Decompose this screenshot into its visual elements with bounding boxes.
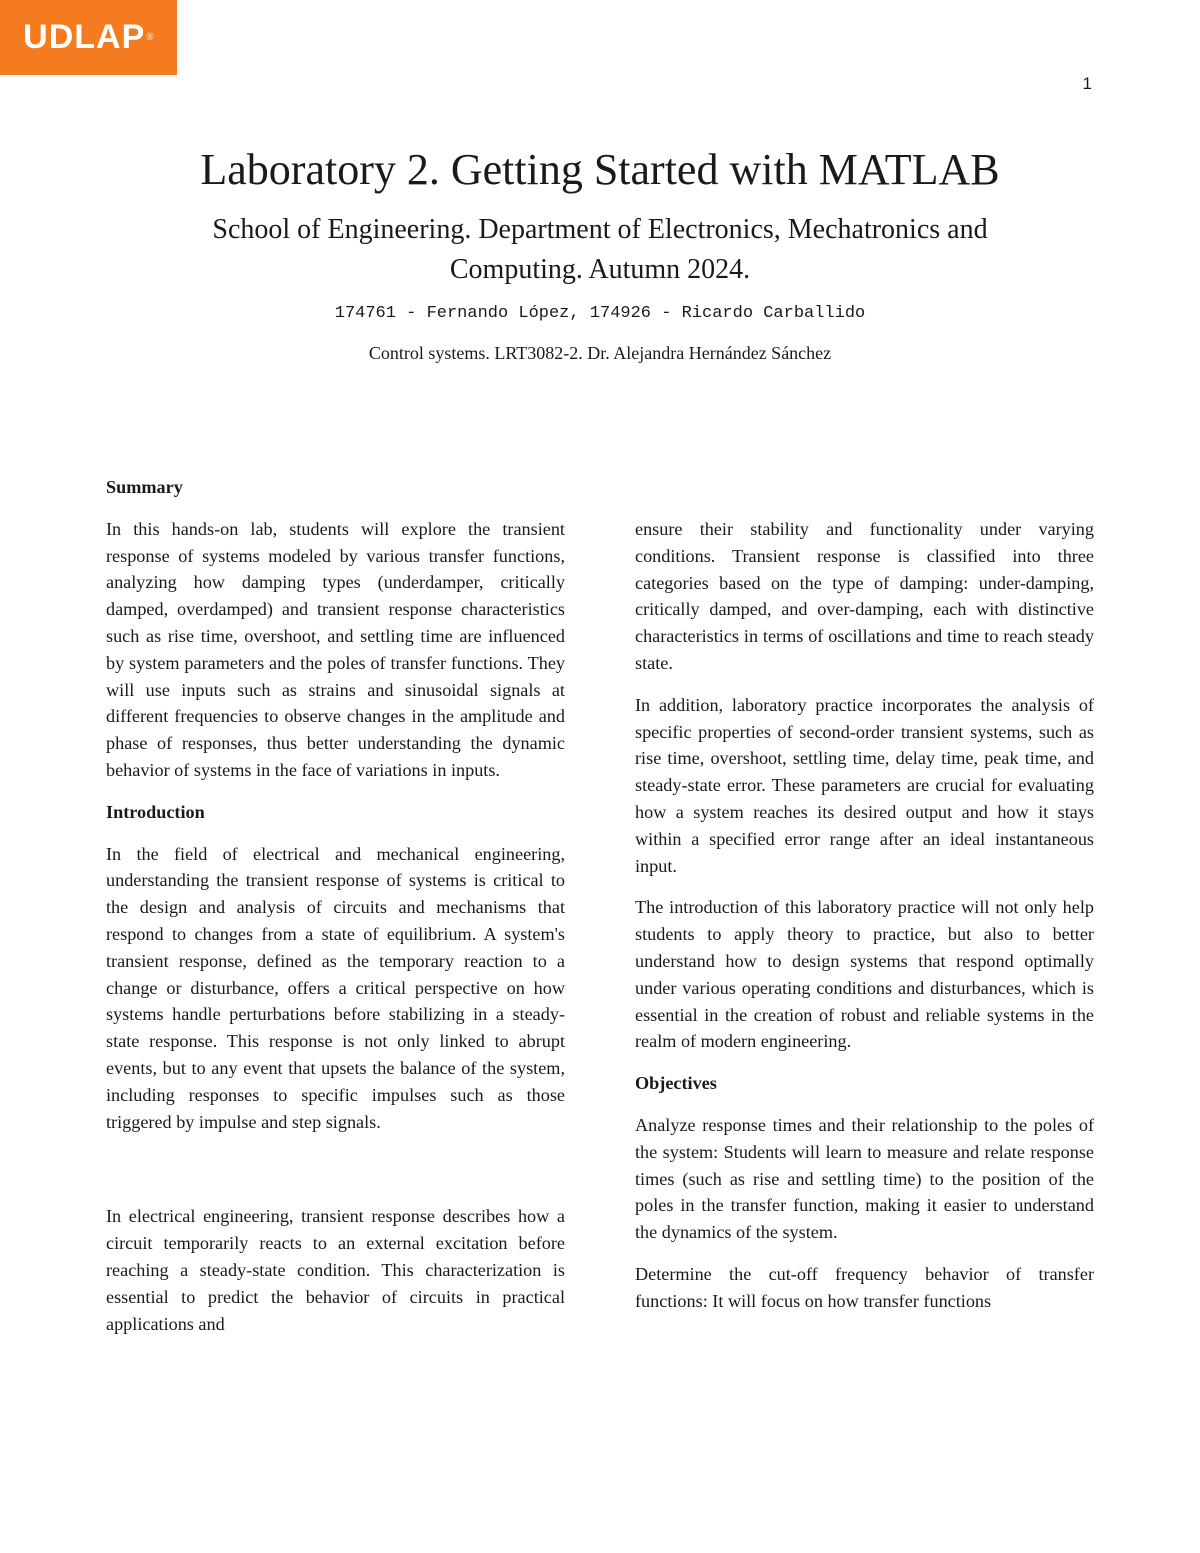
introduction-paragraph-3: In addition, laboratory practice incorporates the analysis of specific properties of second-order transient systems, such as rise time, overshoot, settling time, delay time, peak time, and steady-state error. These parameters are crucial for evaluating how a system reaches its desired output and how it stays within a specified error range after an ideal instantaneous input.	[635, 694, 1094, 876]
introduction-paragraph-2-continued: ensure their stability and functionality under varying conditions. Transient response is classified into three categories based on the type of damping: under-damping, critically damped, and over-damping, each with distinctive characteristics in terms of oscillations and time to reach steady state.	[635, 519, 1094, 673]
logo-text: UDLAP	[23, 18, 146, 56]
right-column	[635, 516, 1094, 1315]
introduction-paragraph-2: In electrical engineering, transient response describes how a circuit temporarily reacts to an external excitation before reaching a steady-state condition. This characterization is essential to predict the behavior of circuits in practical applications and	[106, 1206, 565, 1334]
left-column	[106, 474, 565, 1337]
summary-paragraph: In this hands-on lab, students will explore the transient response of systems modeled by various transfer functions, analyzing how damping types (underdamper, critically damped, overdamped) and transient response characteristics such as rise time, overshoot, and settling time are influenced by system parameters and the poles of transfer functions. They will use inputs such as strains and sinusoidal signals at different frequencies to observe changes in the amplitude and phase of responses, thus better understanding the dynamic behavior of systems in the face of variations in inputs.	[106, 518, 565, 780]
authors-line: 174761 - Fernando López, 174926 - Ricardo Carballido	[334, 304, 866, 323]
objectives-paragraph-1: Analyze response times and their relationship to the poles of the system: Students will learn to measure and relate response times (such as rise and settling time) to the position of the poles in the transfer function, making it easier to understand the dynamics of the system.	[635, 1114, 1094, 1243]
introduction-paragraph-1: In the field of electrical and mechanical engineering, understanding the transient response of systems is critical to the design and analysis of circuits and mechanisms that respond to changes from a state of equilibrium. A system's transient response, defined as the temporary reaction to a change or disturbance, offers a critical perspective on how systems handle perturbations before stabilizing in a steady-state response. This response is not only linked to abrupt events, but to any event that upsets the balance of the system, including responses to specific impulses such as those triggered by impulse and step signals.	[106, 843, 565, 1132]
udlap-logo	[0, 0, 177, 75]
page-number: 1	[1082, 74, 1092, 93]
summary-heading: Summary	[106, 477, 183, 497]
title-block	[0, 140, 1200, 364]
objectives-heading: Objectives	[635, 1073, 717, 1094]
document-title: Laboratory 2. Getting Started with MATLAB	[200, 145, 1000, 194]
introduction-heading: Introduction	[106, 801, 205, 822]
document-subtitle: School of Engineering. Department of Electronics, Mechatronics and Computing. Autumn 2024.	[212, 214, 988, 285]
registered-mark: ®	[146, 32, 154, 43]
course-line: Control systems. LRT3082-2. Dr. Alejandra Hernández Sánchez	[368, 343, 832, 363]
objectives-paragraph-2: Determine the cut-off frequency behavior of transfer functions: It will focus on how transfer functions	[635, 1263, 1094, 1311]
introduction-paragraph-4: The introduction of this laboratory practice will not only help students to apply theory to practice, but also to better understand how to design systems that respond optimally under various operating conditions and disturbances, which is essential in the creation of robust and reliable systems in the realm of modern engineering.	[635, 897, 1094, 1052]
